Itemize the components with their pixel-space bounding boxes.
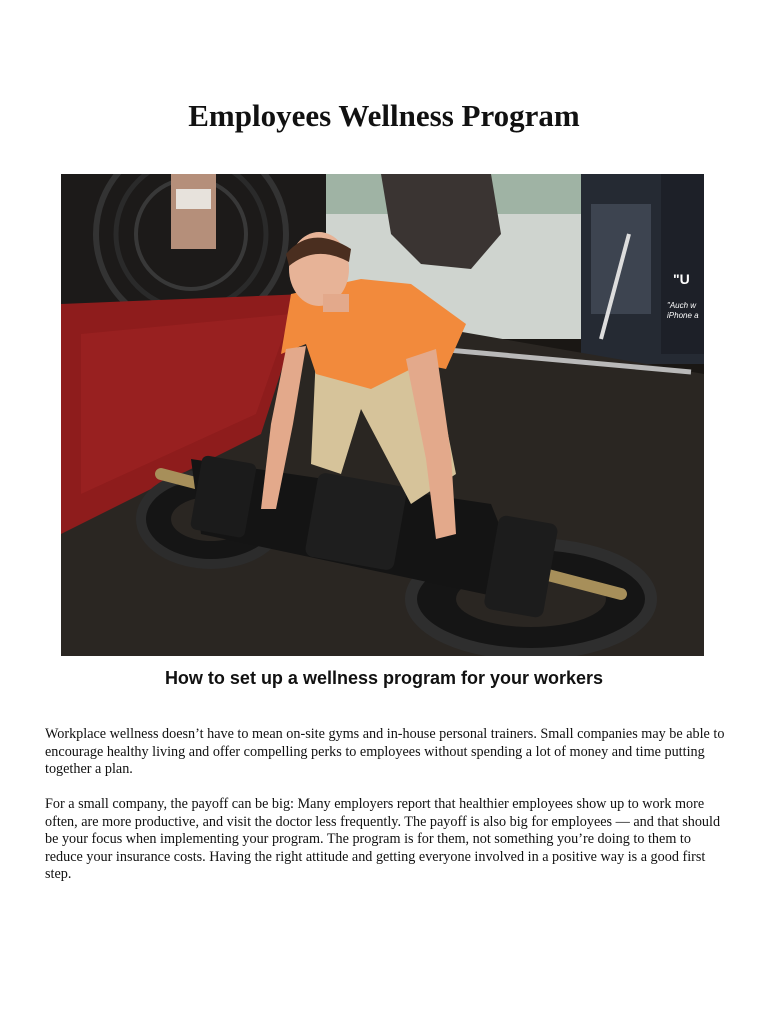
banner-subtext: "Auch w [667,301,697,310]
body-paragraph-2: For a small company, the payoff can be big: Many employers report that healthier employees show up to work more often, are more productive, and visit the doctor less frequently. The payoff is also big for employees — and that should be your focus when implementing your program. The program is for them, not something you’re doing to them to reduce your insurance costs. Having the right attitude and getting everyone involved in a positive way is a good first step. [45,796,721,882]
body-paragraph-1: Workplace wellness doesn’t have to mean on-site gyms and in-house personal trainers. Small companies may be able to encourage healthy living and offer compelling perks to employees without spending a lot of money and time putting together a plan. [45,726,725,777]
banner-subtext-2: iPhone a [667,311,699,320]
document-subtitle: How to set up a wellness program for your workers [164,668,604,688]
photo-illustration [61,174,704,656]
document-title: Employees Wellness Program [188,98,580,133]
wellness-photo [61,174,704,656]
banner-text: "U [673,271,690,287]
